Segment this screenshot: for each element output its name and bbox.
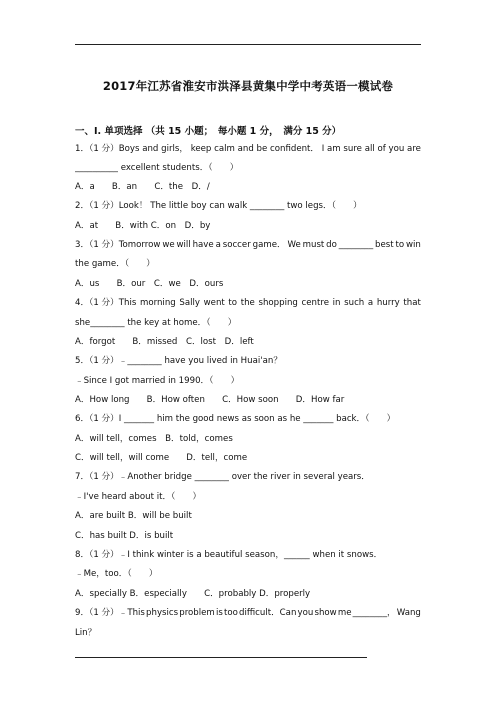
q3-line1-word: 3．（1 分）Tomorrow	[75, 240, 161, 250]
q3-line1-word: do	[326, 240, 337, 250]
q9-line1-word: is	[215, 608, 223, 618]
q1-line1-word: sure	[343, 144, 362, 154]
q1-line1-word: girls，	[161, 144, 188, 154]
q9-line1-word: difficult．Can	[239, 608, 297, 618]
q3-line1-word: a	[215, 240, 221, 250]
q9-line1-word: problem	[179, 608, 215, 618]
q1-line1-word: and	[142, 144, 159, 154]
q4-line1-word: went	[203, 298, 225, 308]
q1-line1-word: am	[327, 144, 341, 154]
q3-line1-word: game．	[252, 240, 286, 250]
q3-line1-word: will	[176, 240, 191, 250]
q3-line2: the game．（ ）	[75, 259, 155, 269]
q9-line2: Lin？	[75, 628, 97, 638]
q4-line1-word: 4．（1 分）This	[75, 298, 137, 308]
q4-line1-word: in	[332, 298, 341, 308]
q3-line1-word: we	[162, 240, 175, 250]
q9-line1-word: me	[337, 608, 352, 618]
q2-options: A．at B．with C．on D．by	[75, 221, 211, 231]
q4-line1	[75, 297, 421, 309]
q3-line1	[75, 239, 421, 251]
q3-line1-word: We	[287, 240, 301, 250]
q1-line1	[75, 143, 421, 155]
q9-line1-word: physics	[146, 608, 179, 618]
q9-line1-word: ________，	[352, 608, 396, 618]
q4-options: A．forgot B．missed C．lost D．left	[75, 337, 254, 347]
q1-options: A．a B．an C．the D．/	[75, 182, 210, 192]
q1-line1-word: I	[321, 144, 325, 154]
q4-line1-word: the	[240, 298, 255, 308]
exam-title: 2017年江苏省淮安市洪泽县黄集中学中考英语一模试卷	[102, 79, 394, 93]
q1-line1-word: keep	[190, 144, 212, 154]
q6-option1: A．will tell，comes B．told，comes	[75, 434, 233, 444]
section-title: 一、I. 单项选择	[75, 126, 143, 137]
section-heading	[75, 123, 341, 137]
q9-line1-word: you	[297, 608, 314, 618]
q2-line1: 2．（1 分）Look！ The little boy can walk ________ two legs．（ ）	[75, 201, 362, 211]
q7-option1: A．are built B．will be built	[75, 511, 192, 521]
q1-line1-word: are	[407, 144, 421, 154]
q1-line1-word: all	[364, 144, 375, 154]
q4-line1-word: a	[367, 298, 374, 308]
q4-line1-word: that	[403, 298, 421, 308]
q4-line1-word: morning	[139, 298, 176, 308]
q9-line1-word: show	[314, 608, 337, 618]
q4-line2: she________ the key at home．（ ）	[75, 318, 237, 328]
q5-options: A．How long B．How often C．How soon D．How far	[75, 395, 345, 405]
header-rule	[75, 44, 421, 45]
q1-line1-word: calm	[214, 144, 235, 154]
q1-line1-word: be	[256, 144, 268, 154]
q9-line1	[75, 607, 421, 619]
q7-line1: 7．（1 分）﹣Another bridge ________ over the river in several years．	[75, 472, 370, 482]
q8-options: A．specially B．especially C．probably D．properly	[75, 589, 311, 599]
q8-line1: 8．（1 分）﹣I think winter is a beautiful season，______ when it snows．	[75, 550, 383, 560]
q4-line1-word: hurry	[376, 298, 400, 308]
q3-line1-word: to	[395, 240, 405, 250]
q6-line1: 6．（1 分）I _______ him the good news as soon as he _______ back．（ ）	[75, 414, 396, 424]
q1-line1-word: and	[237, 144, 254, 154]
q3-line1-word: soccer	[222, 240, 251, 250]
q6-option2: C．will tell，will come D．tell，come	[75, 453, 248, 463]
q3-options: A．us B．our C．we D．ours	[75, 279, 224, 289]
q3-line1-word: win	[406, 240, 421, 250]
q7-option2: C．has built D．is built	[75, 531, 174, 541]
q1-line1-word: confident．	[270, 144, 320, 154]
q4-line1-word: to	[228, 298, 238, 308]
q5-line1: 5．（1 分）﹣________ have you lived in Huai'an？	[75, 356, 282, 366]
q8-line2: ﹣Me，too．（ ）	[75, 569, 158, 579]
q3-line1-word: have	[192, 240, 214, 250]
q3-line1-word: ________	[338, 240, 374, 250]
q4-line1-word: shopping	[258, 298, 298, 308]
q3-line1-word: best	[375, 240, 394, 250]
q4-line1-word: Sally	[179, 298, 200, 308]
q3-line1-word: must	[302, 240, 325, 250]
answer-line	[75, 657, 367, 658]
q5-line2: ﹣Since I got married in 1990．（ ）	[75, 376, 240, 386]
q9-line1-word: too	[223, 608, 238, 618]
q1-line1-word: of	[377, 144, 386, 154]
q9-line1-word: Wang	[396, 608, 421, 618]
q4-line1-word: such	[344, 298, 365, 308]
q7-line2: ﹣I've heard about it．（ ）	[75, 492, 202, 502]
q1-line1-word: 1．（1 分）Boys	[75, 144, 140, 154]
q1-line1-word: you	[388, 144, 405, 154]
q9-line1-word: 9．（1 分）﹣This	[75, 608, 145, 618]
section-note: （共 15 小题； 每小题 1 分， 满分 15 分）	[145, 126, 342, 137]
q1-line2: __________ excellent students．（ ）	[75, 163, 239, 173]
q4-line1-word: centre	[301, 298, 329, 308]
